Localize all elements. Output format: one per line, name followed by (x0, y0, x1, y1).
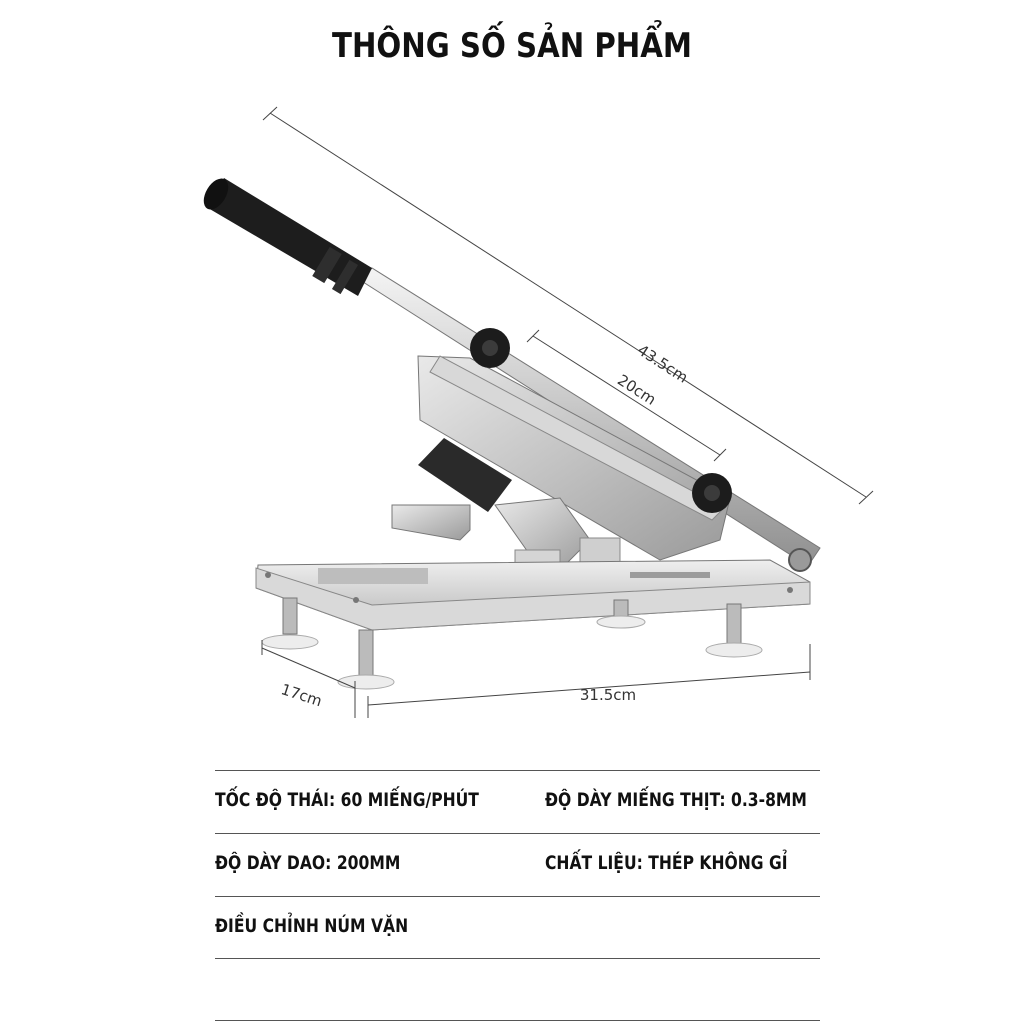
spec-blade-thickness: ĐỘ DÀY DAO: 200MM (215, 852, 401, 874)
spec-slice-thickness: ĐỘ DÀY MIẾNG THỊT: 0.3-8MM (545, 789, 807, 811)
spec-row-3 (215, 896, 820, 959)
dimension-blade-length-label: 20cm (614, 370, 660, 409)
spec-speed: TỐC ĐỘ THÁI: 60 MIẾNG/PHÚT (215, 789, 479, 811)
spec-row-1 (215, 770, 820, 833)
page-title: THÔNG SỐ SẢN PHẨM (332, 26, 692, 66)
dimension-base-width-label: 17cm (278, 680, 325, 711)
divider (215, 958, 820, 959)
spec-material: CHẤT LIỆU: THÉP KHÔNG GỈ (545, 852, 788, 874)
spec-adjustment: ĐIỀU CHỈNH NÚM VẶN (215, 915, 409, 937)
dimension-base-length-label: 31.5cm (579, 686, 637, 704)
divider (215, 1020, 820, 1021)
spec-row-2 (215, 833, 820, 896)
dimension-total-length-label: 43.5cm (634, 340, 692, 387)
